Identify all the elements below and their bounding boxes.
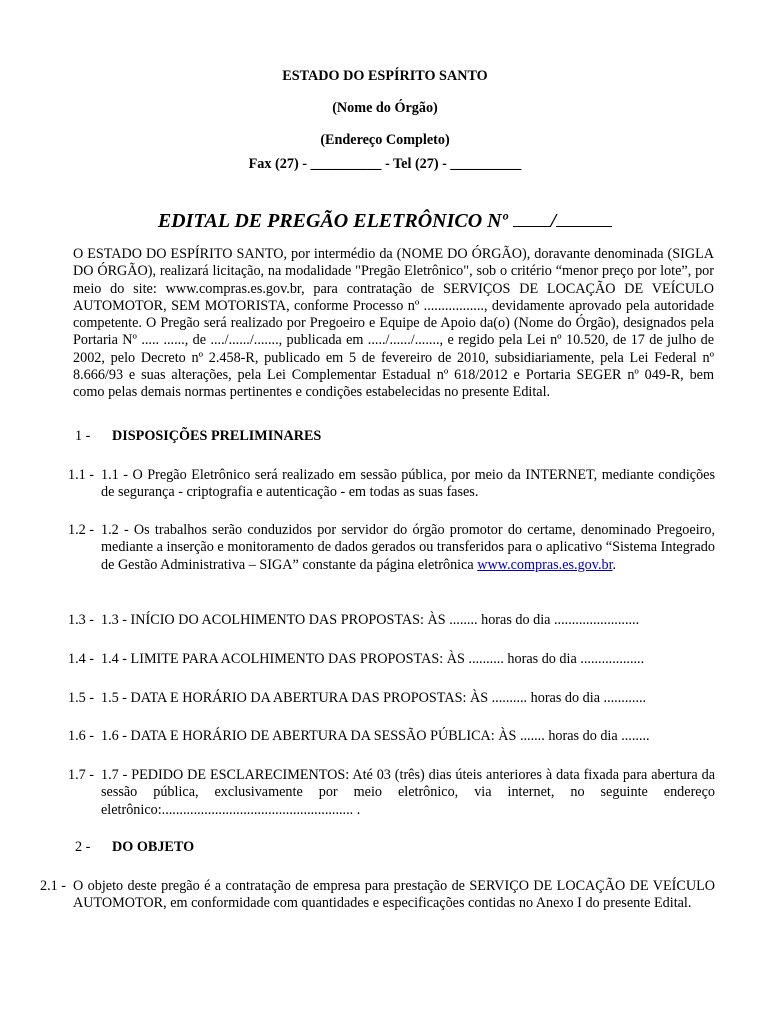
item-marker: 1.3 - — [68, 612, 95, 628]
item-marker: 2.1 - — [40, 878, 67, 894]
fax-tel-line: Fax (27) - __________ - Tel (27) - __________ — [248, 156, 522, 172]
list-item — [40, 878, 715, 913]
item-marker: 1.5 - — [68, 690, 95, 706]
section-heading — [75, 428, 321, 445]
item-marker: 1.1 - — [68, 467, 95, 483]
number-blank — [513, 207, 551, 227]
title-separator: / — [550, 210, 557, 232]
item-marker: 1.4 - — [68, 651, 95, 667]
list-item — [68, 522, 715, 574]
item-marker: 1.2 - — [68, 522, 95, 538]
state-heading: ESTADO DO ESPÍRITO SANTO — [282, 68, 488, 84]
organ-name: (Nome do Órgão) — [332, 100, 438, 116]
compras-link[interactable]: www.compras.es.gov.br — [477, 556, 613, 573]
item-marker: 1.6 - — [68, 728, 95, 744]
list-item — [68, 728, 715, 745]
list-item — [68, 651, 715, 668]
item-text: 1.2 - Os trabalhos serão conduzidos por servidor do órgão promotor do certame, denominado Pregoeiro, mediante a inserção e monitoramento de dados gerados ou transferidos para o aplicativo “Sistema Integrado de Gestão Administrativa – SIGA” constante da página eletrônica — [101, 522, 715, 573]
item-text-container — [101, 522, 715, 574]
intro-paragraph: O ESTADO DO ESPÍRITO SANTO, por intermédio da (NOME DO ÓRGÃO), doravante denominada (SIGLA DO ÓRGÃO), realizará licitação, na modalidade "Pregão Eletrônico", sob o critério “menor preço por lote”, por meio do site: www.compras.es.gov.br, para contratação de SERVIÇOS DE LOCAÇÃO DE VEÍCULO AUTOMOTOR, SEM MOTORISTA, conforme Processo nº ................., devidamente aprovado pela autoridade competente. O Pregão será realizado por Pregoeiro e Equipe de Apoio da(o) (Nome do Órgão), designados pela Portaria Nº ..... ......, de ..../....../......., publicada em ...../....../......., e regido pela Lei nº 10.520, de 17 de julho de 2002, pelo Decreto nº 2.458-R, publicado em 5 de fevereiro de 2010, subsidiariamente, pela Lei Federal nº 8.666/93 e suas alterações, pela Lei Complementar Estadual nº 618/2012 e Portaria SEGER nº 049-R, bem como pelas demais normas pertinentes e condições estabelecidas no presente Edital. — [73, 246, 714, 401]
document-title — [0, 207, 770, 233]
section-title: DO OBJETO — [112, 839, 195, 855]
item-text: 1.7 - PEDIDO DE ESCLARECIMENTOS: Até 03 (três) dias úteis anteriores à data fixada para abertura da sessão pública, exclusivamente por meio eletrônico, via internet, no seguinte endereço eletrônico:...................................................... . — [101, 767, 715, 818]
item-text: 1.3 - INÍCIO DO ACOLHIMENTO DAS PROPOSTAS: ÀS ........ horas do dia ........................ — [101, 612, 640, 628]
section-heading — [75, 839, 194, 856]
section-number: 1 - — [75, 428, 91, 444]
item-marker: 1.7 - — [68, 767, 95, 783]
item-text: O objeto deste pregão é a contratação de empresa para prestação de SERVIÇO DE LOCAÇÃO DE VEÍCULO AUTOMOTOR, em conformidade com quantidades e especificações contidas no Anexo I do presente Edital. — [73, 878, 715, 912]
organ-address: (Endereço Completo) — [320, 132, 450, 148]
list-item — [68, 612, 715, 629]
list-item — [68, 690, 715, 707]
item-text: 1.1 - O Pregão Eletrônico será realizado em sessão pública, por meio da INTERNET, mediante condições de segurança - criptografia e autenticação - em todas as suas fases. — [101, 467, 715, 501]
item-text: 1.4 - LIMITE PARA ACOLHIMENTO DAS PROPOSTAS: ÀS .......... horas do dia .................. — [101, 651, 645, 667]
list-item — [68, 467, 715, 502]
section-number: 2 - — [75, 839, 91, 855]
section-title: DISPOSIÇÕES PRELIMINARES — [112, 428, 322, 444]
list-item — [68, 767, 715, 819]
item-text: 1.5 - DATA E HORÁRIO DA ABERTURA DAS PROPOSTAS: ÀS .......... horas do dia ............ — [101, 690, 647, 706]
item-text-tail: . — [612, 556, 617, 573]
title-text: EDITAL DE PREGÃO ELETRÔNICO Nº — [157, 210, 513, 232]
year-blank — [556, 207, 612, 227]
item-text: 1.6 - DATA E HORÁRIO DE ABERTURA DA SESSÃO PÚBLICA: ÀS ....... horas do dia ........ — [101, 728, 650, 744]
